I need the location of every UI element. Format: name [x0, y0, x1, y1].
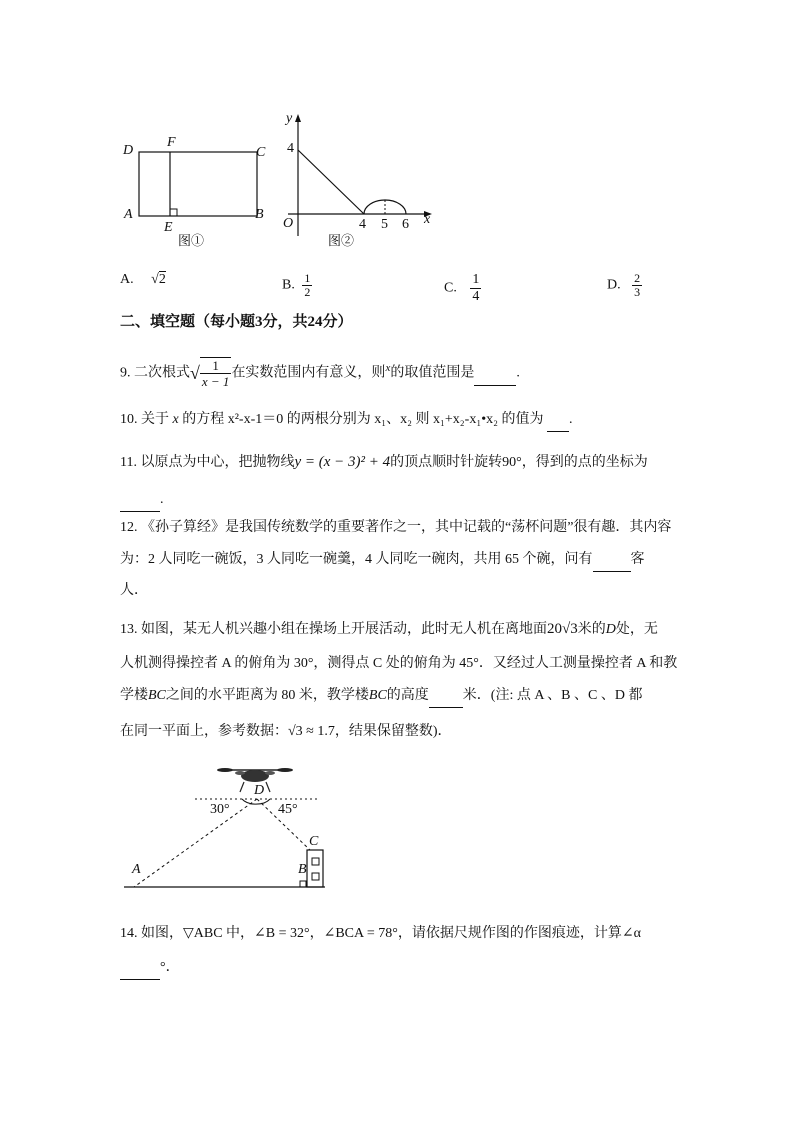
section-heading: 二、填空题（每小题3分，共24分）	[120, 314, 353, 330]
choice-d-letter: D.	[607, 277, 621, 293]
origin-label: O	[283, 216, 294, 231]
q13-line-3-a: 学楼	[120, 688, 148, 703]
question-12-line-2	[120, 549, 645, 572]
question-14-line-1: 14. 如图，▽ABC 中，∠B = 32°，∠BCA = 78°，请依据尺规作图的作图痕迹，计算∠α	[120, 926, 641, 941]
y-tick-4: 4	[287, 141, 294, 156]
x-tick-6: 6	[402, 217, 409, 232]
label-f: F	[167, 135, 176, 150]
choice-a-letter: A.	[120, 272, 134, 287]
label-a: A	[124, 207, 133, 222]
q13-line-1-e: 处，无	[615, 622, 658, 637]
choice-c[interactable]	[444, 272, 481, 305]
q10-answer-blank[interactable]	[547, 409, 569, 432]
q11-suffix: 的顶点顺时针旋转90°，得到的点的坐标为	[390, 455, 648, 470]
q11-formula: y = (x − 3)² + 4	[294, 454, 391, 470]
q13-height-value: 20√3	[547, 621, 578, 637]
q13-line-1-c: 米的	[577, 622, 606, 637]
graph-arc	[364, 200, 406, 214]
label-c: C	[256, 145, 266, 160]
q10-prefix: 10. 关于	[120, 412, 169, 427]
q13-point-d: D	[605, 622, 616, 637]
graph-line-segment	[298, 150, 364, 214]
angle-45: 45°	[278, 802, 298, 817]
question-13-line-2: 人机测得操控者 A 的俯角为 30°，测得点 C 处的俯角为 45°．又经过人工测量操控者 A 和教	[120, 656, 678, 671]
q9-denominator: x − 1	[201, 374, 230, 390]
q11-prefix: 11. 以原点为中心，把抛物线	[120, 455, 295, 470]
choice-a-value: 2	[158, 272, 166, 287]
angle-30: 30°	[210, 802, 230, 817]
q10-variable: x	[172, 412, 179, 427]
choice-d-numerator: 2	[634, 271, 641, 285]
building-window	[312, 858, 319, 865]
label-d: D	[254, 783, 265, 798]
q13-line-3-c: 之间的水平距离为 80 米，教学楼	[165, 688, 369, 703]
choice-b-denominator: 2	[304, 285, 311, 299]
q13-line-3-b: BC	[148, 688, 166, 703]
rectangle-abcd	[139, 152, 257, 216]
q10-text: 的方程 x²-x-1＝0 的两根分别为 x₁、x₂ 则 x₁+x₂-x₁•x₂ 的值为	[182, 412, 544, 427]
q12-line-2-end: 客	[630, 552, 645, 567]
question-13-line-3	[120, 685, 642, 708]
building-bc	[307, 850, 323, 887]
question-13-line-1	[120, 618, 658, 641]
right-angle-mark	[170, 209, 177, 216]
q13-line-1-a: 13. 如图，某无人机兴趣小组在操场上开展活动，此时无人机在离地面	[120, 622, 547, 637]
choice-b-letter: B.	[282, 277, 295, 293]
q12-line-2-text: 为：2 人同吃一碗饭，3 人同吃一碗羹，4 人同吃一碗肉，共用 65 个碗，问有	[120, 552, 593, 567]
q13-line-3-f: 米．(注: 点 A 、B 、C 、D 都	[462, 688, 643, 703]
y-axis-arrow	[295, 114, 301, 122]
question-12-line-1: 12. 《孙子算经》是我国传统数学的重要著作之一，其中记载的“荡杯问题”很有趣．其内容	[120, 520, 672, 535]
q9-end: .	[516, 365, 520, 381]
x-tick-5: 5	[381, 217, 388, 232]
question-14-line-2	[120, 957, 180, 980]
question-9: 9. 二次根式√ $\frac{1}{x - 1}$ 在实数范围内有意义，则$^x$的取值范围是 .	[120, 358, 520, 390]
choice-a[interactable]: A. √2	[120, 272, 166, 287]
q9-variable: x	[385, 362, 391, 374]
label-b: B	[255, 207, 264, 222]
q12-answer-blank[interactable]	[593, 549, 631, 572]
label-a: A	[132, 862, 141, 877]
q10-end: .	[568, 412, 573, 427]
question-11-line-2	[120, 489, 164, 512]
q11-end: .	[160, 492, 164, 507]
label-e: E	[164, 220, 173, 235]
label-d: D	[123, 143, 134, 158]
q9-answer-blank[interactable]	[474, 363, 516, 386]
axis-label-y: y	[286, 111, 293, 126]
label-b: B	[298, 862, 307, 877]
question-11-line-1	[120, 451, 648, 474]
q13-line-3-e: 的高度	[386, 688, 429, 703]
q9-suffix: 的取值范围是	[390, 365, 475, 381]
figure-2-caption: 图②	[328, 233, 355, 248]
q9-prefix: 9. 二次根式	[120, 365, 190, 381]
axis-label-x: x	[424, 212, 431, 227]
question-12-line-3: 人．	[120, 583, 148, 598]
q13-line-3-d: BC	[368, 688, 387, 703]
q14-end: °．	[160, 960, 180, 975]
choice-b[interactable]	[282, 272, 312, 299]
choice-b-numerator: 1	[304, 271, 311, 285]
q9-numerator: 1	[200, 358, 232, 374]
choice-d-denominator: 3	[634, 285, 641, 299]
choice-d[interactable]	[607, 272, 642, 299]
building-window	[312, 873, 319, 880]
q9-middle: 在实数范围内有意义，则	[231, 365, 386, 381]
question-10	[120, 409, 572, 432]
q14-answer-blank[interactable]	[120, 957, 160, 980]
figure-1-caption: 图①	[178, 233, 205, 248]
x-tick-4: 4	[359, 217, 366, 232]
question-13-line-4: 在同一平面上，参考数据：√3 ≈ 1.7，结果保留整数)．	[120, 724, 452, 739]
choice-c-numerator: 1	[472, 272, 480, 287]
choice-c-denominator: 4	[472, 289, 480, 304]
label-c: C	[309, 834, 319, 849]
right-angle-mark	[300, 881, 306, 887]
q11-answer-blank[interactable]	[120, 489, 160, 512]
sightline-to-a	[134, 799, 257, 887]
choice-c-letter: C.	[444, 280, 457, 296]
q13-answer-blank[interactable]	[429, 685, 463, 708]
